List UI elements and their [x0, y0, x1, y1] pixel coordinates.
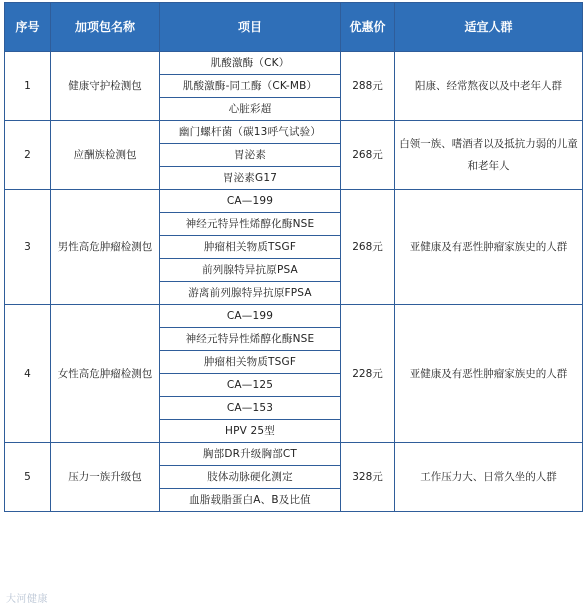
header-no: 序号 [5, 3, 51, 52]
table-body [5, 52, 583, 512]
package-item: 神经元特异性烯醇化酶NSE [160, 328, 341, 351]
package-item: 肿瘤相关物质TSGF [160, 351, 341, 374]
package-price: 268元 [341, 121, 395, 190]
package-item: 血脂载脂蛋白A、B及比值 [160, 489, 341, 512]
table-header-row [5, 3, 583, 52]
package-name: 压力一族升级包 [51, 443, 160, 512]
package-item: HPV 25型 [160, 420, 341, 443]
package-name: 健康守护检测包 [51, 52, 160, 121]
table-row [5, 443, 583, 466]
package-item: 胃泌素G17 [160, 167, 341, 190]
package-audience: 工作压力大、日常久坐的人群 [395, 443, 583, 512]
package-number: 3 [5, 190, 51, 305]
table-row [5, 305, 583, 328]
package-number: 4 [5, 305, 51, 443]
package-item: CA—199 [160, 305, 341, 328]
package-audience: 阳康、经常熬夜以及中老年人群 [395, 52, 583, 121]
package-item: 肢体动脉硬化测定 [160, 466, 341, 489]
package-audience: 亚健康及有恶性肿瘤家族史的人群 [395, 190, 583, 305]
package-price: 228元 [341, 305, 395, 443]
package-item: CA—125 [160, 374, 341, 397]
package-price: 328元 [341, 443, 395, 512]
header-price: 优惠价 [341, 3, 395, 52]
header-audience: 适宜人群 [395, 3, 583, 52]
package-number: 5 [5, 443, 51, 512]
table-row [5, 121, 583, 144]
package-item: 游离前列腺特异抗原FPSA [160, 282, 341, 305]
package-item: CA—199 [160, 190, 341, 213]
package-item: 前列腺特异抗原PSA [160, 259, 341, 282]
package-item: 肌酸激酶（CK） [160, 52, 341, 75]
table-row [5, 190, 583, 213]
package-number: 1 [5, 52, 51, 121]
package-item: 肌酸激酶-同工酶（CK-MB） [160, 75, 341, 98]
package-item: 神经元特异性烯醇化酶NSE [160, 213, 341, 236]
package-audience: 白领一族、嗜酒者以及抵抗力弱的儿童和老年人 [395, 121, 583, 190]
package-item: 胃泌素 [160, 144, 341, 167]
package-number: 2 [5, 121, 51, 190]
package-name: 女性高危肿瘤检测包 [51, 305, 160, 443]
package-item: 心脏彩超 [160, 98, 341, 121]
package-name: 应酬族检测包 [51, 121, 160, 190]
header-items: 项目 [160, 3, 341, 52]
package-table [4, 2, 583, 512]
table-row [5, 52, 583, 75]
package-price: 288元 [341, 52, 395, 121]
package-audience: 亚健康及有恶性肿瘤家族史的人群 [395, 305, 583, 443]
package-item: CA—153 [160, 397, 341, 420]
watermark: 大河健康 [6, 594, 48, 605]
package-name: 男性高危肿瘤检测包 [51, 190, 160, 305]
package-item: 肿瘤相关物质TSGF [160, 236, 341, 259]
package-item: 胸部DR升级胸部CT [160, 443, 341, 466]
header-package-name: 加项包名称 [51, 3, 160, 52]
package-item: 幽门螺杆菌（碳13呼气试验） [160, 121, 341, 144]
package-price: 268元 [341, 190, 395, 305]
